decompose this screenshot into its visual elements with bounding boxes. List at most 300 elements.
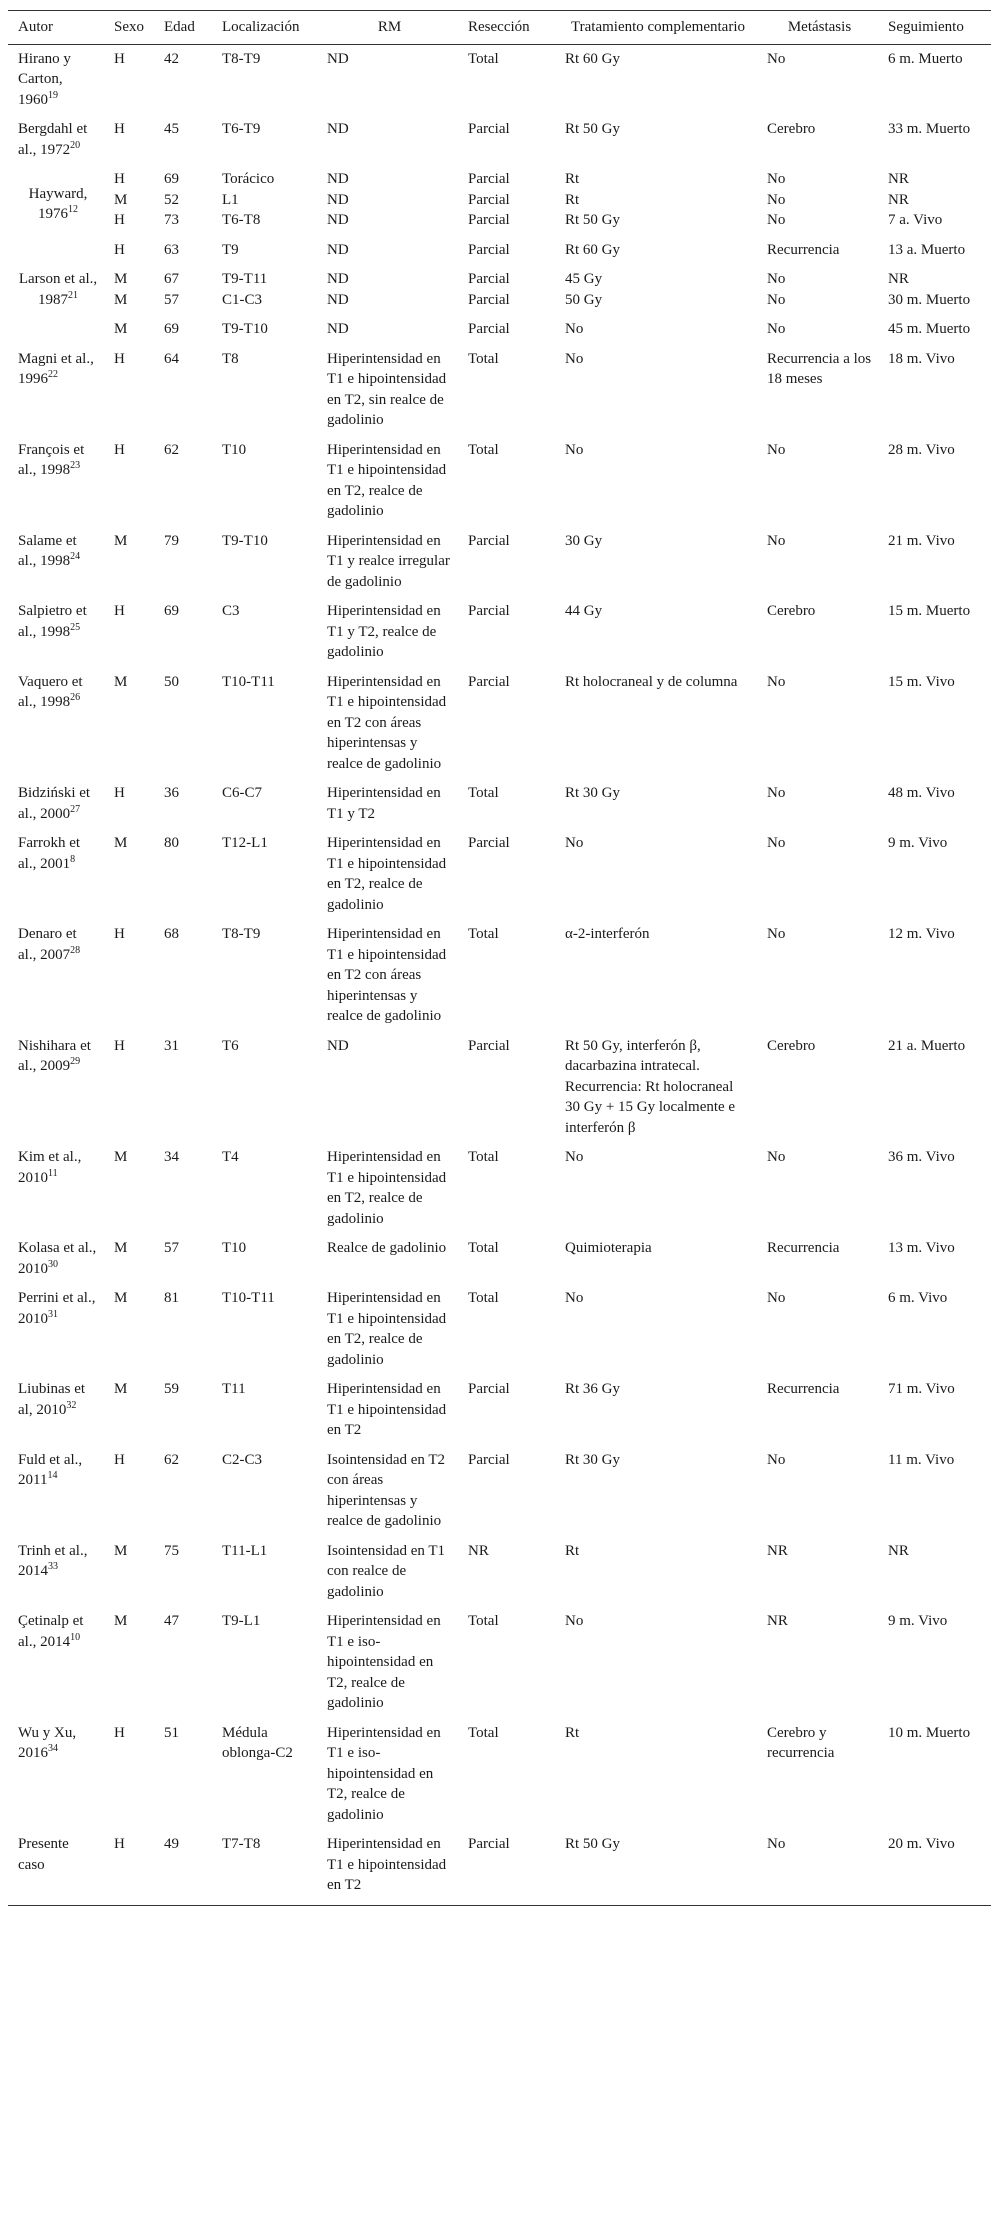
cell-seguimiento: 33 m. Muerto bbox=[888, 121, 971, 137]
author-name: Farrokh et al., 2001 bbox=[18, 835, 81, 872]
table-header bbox=[8, 11, 991, 45]
reference-number: 31 bbox=[48, 1308, 58, 1320]
table-body bbox=[8, 44, 991, 1905]
cell-reseccion: Parcial bbox=[468, 241, 510, 258]
cell-rm: Hiperintensidad en T1 e hipointensidad en T2 con áreas hiperintensas y realce de gadolinio bbox=[327, 926, 447, 1024]
cell-reseccion: Parcial bbox=[468, 532, 510, 549]
cell-localizacion: T7-T8 bbox=[222, 1836, 261, 1852]
cell-rm: Hiperintensidad en T1 e iso-hipointensidad en T2, realce de gadolinio bbox=[327, 1613, 441, 1711]
cell-edad: 62 bbox=[164, 1451, 179, 1468]
cell-autor bbox=[8, 169, 104, 240]
cell-edad: 57 bbox=[164, 291, 179, 308]
cell-autor bbox=[8, 672, 104, 784]
table-row bbox=[8, 1834, 991, 1905]
cell-reseccion: Total bbox=[468, 1724, 499, 1741]
header-edad: Edad bbox=[164, 19, 195, 35]
cell-reseccion: Parcial bbox=[468, 673, 510, 690]
table-row bbox=[8, 349, 991, 440]
cell-edad: 47 bbox=[164, 1613, 179, 1629]
cell-localizacion: T6-T9 bbox=[222, 121, 261, 137]
author-name: Kolasa et al., 2010 bbox=[18, 1240, 97, 1277]
cell-reseccion: NR bbox=[468, 1542, 489, 1559]
cell-edad: 79 bbox=[164, 532, 179, 549]
cell-tratamiento: Rt 30 Gy bbox=[565, 1451, 621, 1468]
table-row bbox=[8, 240, 991, 270]
cell-metastasis: No bbox=[767, 321, 786, 337]
cell-sexo: M bbox=[114, 1290, 128, 1306]
cell-edad: 69 bbox=[164, 321, 179, 337]
cell-sexo: M bbox=[114, 271, 128, 287]
cell-autor bbox=[8, 349, 104, 440]
cell-sexo: H bbox=[114, 171, 125, 187]
cell-tratamiento: Rt 30 Gy bbox=[565, 785, 621, 801]
cell-metastasis: Cerebro bbox=[767, 121, 816, 137]
cell-edad: 52 bbox=[164, 191, 179, 208]
cell-sexo: H bbox=[114, 926, 125, 942]
cell-sexo: H bbox=[114, 1451, 125, 1468]
cell-metastasis: No bbox=[767, 532, 786, 549]
reference-number: 22 bbox=[48, 369, 58, 380]
reference-number: 28 bbox=[70, 944, 81, 956]
cell-autor bbox=[8, 1036, 104, 1148]
cell-reseccion: Total bbox=[468, 1240, 499, 1256]
cell-reseccion: Parcial bbox=[468, 1037, 510, 1054]
cell-rm: ND bbox=[327, 191, 349, 208]
cell-edad: 34 bbox=[164, 1149, 179, 1165]
header-tratamiento: Tratamiento complementario bbox=[571, 19, 745, 35]
cell-sexo: M bbox=[114, 673, 128, 690]
cell-tratamiento: Rt 36 Gy bbox=[565, 1381, 621, 1397]
cell-tratamiento: Rt holocraneal y de columna bbox=[565, 673, 738, 690]
cell-metastasis: No bbox=[767, 171, 786, 187]
cell-metastasis: No bbox=[767, 212, 786, 228]
cell-sexo: M bbox=[114, 321, 128, 337]
cell-edad: 49 bbox=[164, 1836, 179, 1852]
cell-localizacion: T10-T11 bbox=[222, 673, 275, 690]
cell-localizacion: C2-C3 bbox=[222, 1451, 263, 1468]
cell-tratamiento: Rt bbox=[565, 1542, 580, 1559]
cell-tratamiento: 45 Gy bbox=[565, 271, 603, 287]
cell-metastasis: Cerebro bbox=[767, 1037, 816, 1054]
cell-rm: Hiperintensidad en T1 e iso-hipointensidad en T2, realce de gadolinio bbox=[327, 1724, 441, 1823]
cell-reseccion: Parcial bbox=[468, 291, 510, 308]
cell-localizacion: T6 bbox=[222, 1037, 239, 1054]
cell-autor bbox=[8, 1450, 104, 1541]
cell-tratamiento: No bbox=[565, 1613, 584, 1629]
cell-edad: 57 bbox=[164, 1240, 179, 1256]
reference-number: 10 bbox=[70, 1631, 81, 1643]
cell-autor bbox=[8, 1379, 104, 1450]
author-name: Trinh et al., 2014 bbox=[18, 1542, 88, 1579]
cell-seguimiento: 11 m. Vivo bbox=[888, 1451, 955, 1468]
cell-localizacion: T8-T9 bbox=[222, 50, 261, 67]
cell-autor bbox=[8, 240, 104, 349]
cell-reseccion: Parcial bbox=[468, 271, 510, 287]
cell-metastasis: Recurrencia bbox=[767, 1381, 840, 1397]
cell-rm: Isointensidad en T2 con áreas hiperintensas y realce de gadolinio bbox=[327, 1451, 446, 1529]
table-row bbox=[8, 290, 991, 320]
author-name: Perrini et al., 2010 bbox=[18, 1290, 96, 1327]
cell-edad: 67 bbox=[164, 271, 179, 287]
cell-seguimiento: 71 m. Vivo bbox=[888, 1381, 955, 1397]
cell-reseccion: Parcial bbox=[468, 1451, 510, 1468]
cell-rm: ND bbox=[327, 121, 349, 137]
header-seguimiento: Seguimiento bbox=[888, 19, 964, 35]
cell-reseccion: Parcial bbox=[468, 121, 510, 137]
cell-seguimiento: 15 m. Muerto bbox=[888, 603, 971, 619]
author-name: Vaquero et al., 1998 bbox=[18, 673, 83, 710]
cell-tratamiento: No bbox=[565, 321, 584, 337]
table-row bbox=[8, 601, 991, 672]
cell-seguimiento: 6 m. Muerto bbox=[888, 50, 963, 67]
reference-number: 33 bbox=[48, 1561, 58, 1572]
header-autor: Autor bbox=[18, 19, 53, 35]
table-row bbox=[8, 672, 991, 784]
cell-rm: Hiperintensidad en T1 y T2 bbox=[327, 785, 441, 822]
cell-sexo: H bbox=[114, 50, 125, 67]
cell-edad: 31 bbox=[164, 1037, 179, 1054]
table-row bbox=[8, 783, 991, 833]
author-name: Magni et al., 1996 bbox=[18, 350, 94, 387]
cell-edad: 64 bbox=[164, 350, 179, 367]
cell-localizacion: Torácico bbox=[222, 171, 275, 187]
cell-seguimiento: NR bbox=[888, 191, 909, 208]
cell-localizacion: L1 bbox=[222, 191, 239, 208]
cell-edad: 45 bbox=[164, 121, 179, 137]
cell-edad: 81 bbox=[164, 1290, 179, 1306]
cell-tratamiento: No bbox=[565, 1290, 584, 1306]
cell-reseccion: Parcial bbox=[468, 191, 510, 208]
reference-number: 25 bbox=[70, 621, 81, 633]
cell-metastasis: Recurrencia a los 18 meses bbox=[767, 350, 872, 387]
cell-autor bbox=[8, 783, 104, 833]
cell-metastasis: NR bbox=[767, 1613, 788, 1629]
cell-rm: ND bbox=[327, 1037, 349, 1054]
cell-seguimiento: 48 m. Vivo bbox=[888, 785, 955, 801]
header-rm: RM bbox=[377, 19, 402, 35]
cell-metastasis: No bbox=[767, 673, 786, 690]
cell-edad: 36 bbox=[164, 785, 179, 801]
cell-metastasis: No bbox=[767, 291, 786, 308]
cell-localizacion: T9-T11 bbox=[222, 271, 268, 287]
author-name: Çetinalp et al., 2014 bbox=[18, 1613, 84, 1650]
table-row bbox=[8, 1450, 991, 1541]
cell-seguimiento: NR bbox=[888, 171, 909, 187]
table-row bbox=[8, 1379, 991, 1450]
cell-edad: 69 bbox=[164, 171, 179, 187]
cell-sexo: H bbox=[114, 1836, 125, 1852]
cell-seguimiento: NR bbox=[888, 271, 909, 287]
table-row bbox=[8, 1723, 991, 1835]
cell-reseccion: Total bbox=[468, 350, 499, 367]
cell-seguimiento: 36 m. Vivo bbox=[888, 1149, 955, 1165]
author-name: Fuld et al., 2011 bbox=[18, 1451, 83, 1488]
cell-tratamiento: No bbox=[565, 1149, 584, 1165]
cell-seguimiento: 7 a. Vivo bbox=[888, 212, 943, 228]
cell-reseccion: Total bbox=[468, 1290, 499, 1306]
cell-sexo: M bbox=[114, 1542, 128, 1559]
cell-rm: ND bbox=[327, 241, 349, 258]
reference-number: 27 bbox=[70, 803, 81, 815]
cell-edad: 75 bbox=[164, 1542, 179, 1559]
cell-autor bbox=[8, 1147, 104, 1238]
cell-metastasis: No bbox=[767, 1290, 786, 1306]
cell-reseccion: Parcial bbox=[468, 835, 510, 851]
author-name: Presente caso bbox=[18, 1836, 69, 1873]
cell-tratamiento: Rt bbox=[565, 1724, 580, 1741]
table-container bbox=[8, 10, 991, 1906]
header-row bbox=[8, 11, 991, 45]
table-row bbox=[8, 531, 991, 602]
cell-rm: Hiperintensidad en T1 y realce irregular de gadolinio bbox=[327, 532, 450, 590]
cell-reseccion: Total bbox=[468, 785, 499, 801]
reference-number: 23 bbox=[70, 460, 81, 471]
cell-sexo: M bbox=[114, 191, 128, 208]
cell-seguimiento: 21 a. Muerto bbox=[888, 1037, 966, 1054]
cell-tratamiento: 30 Gy bbox=[565, 532, 603, 549]
cell-sexo: H bbox=[114, 1724, 125, 1741]
cell-localizacion: T8-T9 bbox=[222, 926, 261, 942]
cell-localizacion: C1-C3 bbox=[222, 291, 263, 308]
reference-number: 19 bbox=[48, 89, 58, 101]
cell-autor bbox=[8, 44, 104, 119]
cell-tratamiento: No bbox=[565, 350, 584, 367]
cases-table bbox=[8, 10, 991, 1906]
cell-autor bbox=[8, 1541, 104, 1612]
cell-sexo: H bbox=[114, 350, 125, 367]
cell-seguimiento: 10 m. Muerto bbox=[888, 1724, 971, 1741]
table-row bbox=[8, 319, 991, 349]
cell-edad: 51 bbox=[164, 1724, 179, 1741]
cell-tratamiento: Rt 60 Gy bbox=[565, 50, 621, 67]
cell-reseccion: Total bbox=[468, 1149, 499, 1165]
author-name: Hirano y Carton, 1960 bbox=[18, 50, 71, 108]
cell-autor bbox=[8, 119, 104, 169]
table-row bbox=[8, 210, 991, 240]
cell-localizacion: T11 bbox=[222, 1381, 246, 1397]
cell-localizacion: T4 bbox=[222, 1149, 239, 1165]
cell-seguimiento: 9 m. Vivo bbox=[888, 1613, 948, 1629]
cell-rm: ND bbox=[327, 291, 349, 308]
cell-metastasis: No bbox=[767, 1149, 786, 1165]
cell-rm: Hiperintensidad en T1 e hipointensidad en T2, realce de gadolinio bbox=[327, 1149, 447, 1227]
cell-metastasis: No bbox=[767, 926, 786, 942]
reference-number: 12 bbox=[68, 204, 78, 216]
cell-edad: 59 bbox=[164, 1381, 179, 1397]
cell-metastasis: No bbox=[767, 785, 786, 801]
cell-edad: 73 bbox=[164, 212, 179, 228]
cell-sexo: M bbox=[114, 1381, 128, 1397]
cell-sexo: M bbox=[114, 532, 128, 549]
cell-rm: Hiperintensidad en T1 e hipointensidad en T2, realce de gadolinio bbox=[327, 441, 447, 519]
author-name: Wu y Xu, 2016 bbox=[18, 1724, 77, 1761]
cell-sexo: M bbox=[114, 1240, 128, 1256]
table-row bbox=[8, 190, 991, 211]
cell-rm: Hiperintensidad en T1 y T2, realce de gadolinio bbox=[327, 603, 441, 660]
cell-edad: 50 bbox=[164, 673, 179, 690]
cell-tratamiento: Rt 50 Gy, interferón β, dacarbazina intratecal. Recurrencia: Rt holocraneal 30 Gy + 15 Gy localmente e interferón β bbox=[565, 1037, 736, 1136]
author-name: Salame et al., 1998 bbox=[18, 532, 77, 569]
table-row bbox=[8, 833, 991, 924]
cell-reseccion: Total bbox=[468, 50, 499, 67]
cell-reseccion: Parcial bbox=[468, 1381, 510, 1397]
cell-localizacion: Médula oblonga-C2 bbox=[222, 1724, 293, 1761]
author-name: Salpietro et al., 1998 bbox=[18, 603, 87, 640]
cell-localizacion: C3 bbox=[222, 603, 240, 619]
cell-edad: 80 bbox=[164, 835, 179, 851]
cell-sexo: M bbox=[114, 1149, 128, 1165]
reference-number: 8 bbox=[70, 853, 76, 865]
cell-metastasis: NR bbox=[767, 1542, 788, 1559]
cell-autor bbox=[8, 1238, 104, 1288]
cell-seguimiento: 6 m. Vivo bbox=[888, 1290, 948, 1306]
reference-number: 26 bbox=[70, 692, 81, 703]
cell-tratamiento: α-2-interferón bbox=[565, 926, 650, 942]
table-row bbox=[8, 1036, 991, 1148]
table-row bbox=[8, 1147, 991, 1238]
cell-rm: ND bbox=[327, 171, 349, 187]
author-name: Liubinas et al, 2010 bbox=[18, 1381, 86, 1418]
cell-autor bbox=[8, 1611, 104, 1723]
reference-number: 14 bbox=[47, 1470, 58, 1481]
cell-edad: 63 bbox=[164, 241, 179, 258]
header-sexo: Sexo bbox=[114, 19, 144, 35]
cell-sexo: M bbox=[114, 291, 128, 308]
cell-edad: 69 bbox=[164, 603, 179, 619]
cell-edad: 68 bbox=[164, 926, 179, 942]
cell-seguimiento: 13 m. Vivo bbox=[888, 1240, 955, 1256]
cell-rm: ND bbox=[327, 50, 349, 67]
cell-rm: Realce de gadolinio bbox=[327, 1240, 447, 1256]
table-row bbox=[8, 1541, 991, 1612]
cell-autor bbox=[8, 1834, 104, 1905]
table-row bbox=[8, 924, 991, 1036]
cell-metastasis: No bbox=[767, 271, 786, 287]
table-row bbox=[8, 44, 991, 119]
cell-metastasis: Cerebro y recurrencia bbox=[767, 1724, 835, 1761]
table-row bbox=[8, 1288, 991, 1379]
cell-metastasis: No bbox=[767, 50, 786, 67]
cell-localizacion: T10 bbox=[222, 441, 247, 458]
cell-localizacion: T9 bbox=[222, 241, 239, 258]
cell-rm: Hiperintensidad en T1 e hipointensidad en T2, sin realce de gadolinio bbox=[327, 350, 447, 428]
cell-localizacion: T12-L1 bbox=[222, 835, 268, 851]
cell-rm: ND bbox=[327, 321, 349, 337]
reference-number: 32 bbox=[66, 1399, 77, 1411]
cell-autor bbox=[8, 1723, 104, 1835]
cell-tratamiento: Rt 50 Gy bbox=[565, 1836, 621, 1852]
cell-sexo: H bbox=[114, 441, 125, 458]
cell-seguimiento: 28 m. Vivo bbox=[888, 441, 955, 458]
author-name: Kim et al., 2010 bbox=[18, 1149, 82, 1186]
cell-localizacion: T10-T11 bbox=[222, 1290, 275, 1306]
cell-reseccion: Total bbox=[468, 926, 499, 942]
header-localizacion: Localización bbox=[222, 19, 300, 35]
cell-sexo: M bbox=[114, 1613, 128, 1629]
cell-autor bbox=[8, 833, 104, 924]
cell-rm: Hiperintensidad en T1 e hipointensidad en T2 con áreas hiperintensas y realce de gadolinio bbox=[327, 673, 447, 772]
author-name: Hayward, 1976 bbox=[28, 185, 88, 223]
cell-seguimiento: 15 m. Vivo bbox=[888, 673, 955, 690]
header-metastasis: Metástasis bbox=[787, 19, 852, 35]
cell-seguimiento: 45 m. Muerto bbox=[888, 321, 971, 337]
reference-number: 11 bbox=[48, 1167, 58, 1179]
cell-autor bbox=[8, 924, 104, 1036]
reference-number: 20 bbox=[70, 139, 81, 151]
author-name: Bidziński et al., 2000 bbox=[18, 785, 91, 822]
cell-reseccion: Parcial bbox=[468, 603, 510, 619]
cell-tratamiento: Rt bbox=[565, 171, 580, 187]
reference-number: 30 bbox=[48, 1258, 58, 1270]
cell-seguimiento: 18 m. Vivo bbox=[888, 350, 955, 367]
cell-reseccion: Parcial bbox=[468, 321, 510, 337]
cell-rm: Hiperintensidad en T1 e hipointensidad en T2, realce de gadolinio bbox=[327, 835, 447, 913]
cell-sexo: H bbox=[114, 121, 125, 137]
cell-localizacion: T6-T8 bbox=[222, 212, 261, 228]
cell-autor bbox=[8, 531, 104, 602]
cell-tratamiento: Rt 50 Gy bbox=[565, 212, 621, 228]
cell-metastasis: Recurrencia bbox=[767, 1240, 840, 1256]
cell-tratamiento: Quimioterapia bbox=[565, 1240, 652, 1256]
cell-tratamiento: Rt 60 Gy bbox=[565, 241, 621, 258]
reference-number: 29 bbox=[70, 1056, 81, 1067]
cell-autor bbox=[8, 1288, 104, 1379]
cell-sexo: H bbox=[114, 1037, 125, 1054]
cell-tratamiento: No bbox=[565, 835, 584, 851]
cell-seguimiento: 20 m. Vivo bbox=[888, 1836, 955, 1852]
table-row bbox=[8, 1611, 991, 1723]
cell-localizacion: C6-C7 bbox=[222, 785, 263, 801]
cell-autor bbox=[8, 601, 104, 672]
cell-reseccion: Total bbox=[468, 441, 499, 458]
cell-localizacion: T9-L1 bbox=[222, 1613, 261, 1629]
cell-tratamiento: Rt 50 Gy bbox=[565, 121, 621, 137]
table-row bbox=[8, 440, 991, 531]
header-reseccion: Resección bbox=[468, 19, 530, 35]
cell-rm: ND bbox=[327, 271, 349, 287]
cell-reseccion: Parcial bbox=[468, 212, 510, 228]
cell-edad: 42 bbox=[164, 50, 179, 67]
cell-rm: Isointensidad en T1 con realce de gadolinio bbox=[327, 1542, 446, 1600]
author-name: François et al., 1998 bbox=[18, 441, 85, 478]
cell-sexo: H bbox=[114, 212, 125, 228]
author-name: Nishihara et al., 2009 bbox=[18, 1037, 91, 1074]
cell-localizacion: T9-T10 bbox=[222, 532, 268, 549]
cell-localizacion: T11-L1 bbox=[222, 1542, 268, 1559]
author-name: Larson et al., 1987 bbox=[18, 271, 98, 308]
cell-metastasis: Cerebro bbox=[767, 603, 816, 619]
cell-seguimiento: 30 m. Muerto bbox=[888, 291, 971, 308]
cell-localizacion: T9-T10 bbox=[222, 321, 268, 337]
cell-sexo: H bbox=[114, 603, 125, 619]
cell-metastasis: No bbox=[767, 1451, 786, 1468]
cell-tratamiento: No bbox=[565, 441, 584, 458]
cell-tratamiento: Rt bbox=[565, 191, 580, 208]
table-row bbox=[8, 119, 991, 169]
cell-seguimiento: 21 m. Vivo bbox=[888, 532, 955, 549]
cell-metastasis: No bbox=[767, 835, 786, 851]
cell-rm: Hiperintensidad en T1 e hipointensidad en T2 bbox=[327, 1836, 447, 1893]
cell-edad: 62 bbox=[164, 441, 179, 458]
cell-rm: ND bbox=[327, 212, 349, 228]
cell-seguimiento: NR bbox=[888, 1542, 909, 1559]
cell-sexo: M bbox=[114, 835, 128, 851]
cell-localizacion: T10 bbox=[222, 1240, 247, 1256]
table-row bbox=[8, 1238, 991, 1288]
cell-tratamiento: 50 Gy bbox=[565, 291, 603, 308]
cell-sexo: H bbox=[114, 785, 125, 801]
cell-reseccion: Parcial bbox=[468, 171, 510, 187]
